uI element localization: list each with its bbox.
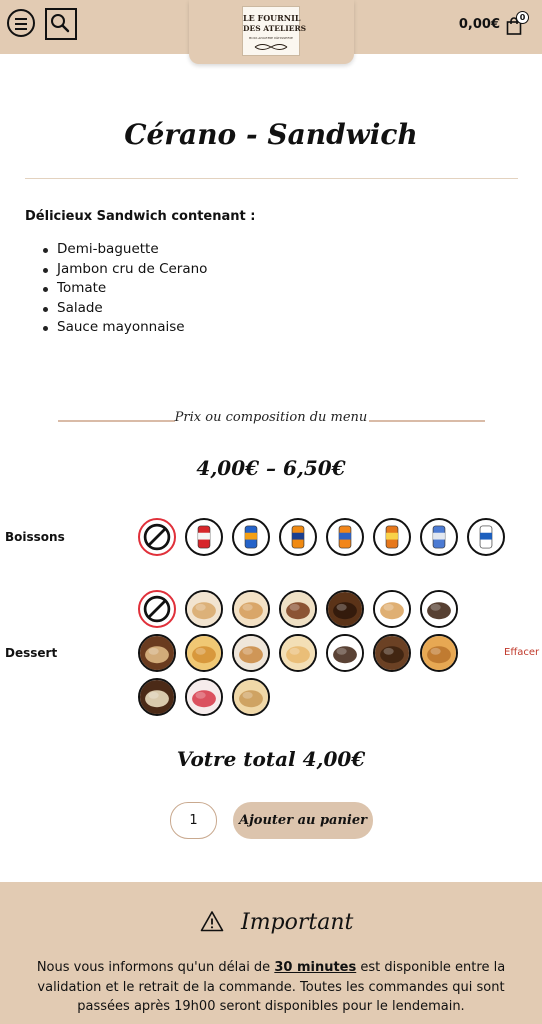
eclair-option[interactable] bbox=[373, 590, 411, 628]
menu-button[interactable] bbox=[7, 9, 35, 37]
list-item: Sauce mayonnaise bbox=[57, 318, 207, 338]
logo-line-1: LE FOURNIL bbox=[243, 13, 301, 23]
mille-feuille-icon bbox=[234, 636, 268, 670]
warning-icon bbox=[200, 910, 224, 932]
cookie-option[interactable] bbox=[373, 634, 411, 672]
important-text-end: est disponible entre la validation et le retrait de la commande. Toutes les commandes qui sont passées après 19h00 seront disponibles pour le lendemain. bbox=[37, 960, 506, 1014]
cheesecake-icon bbox=[140, 680, 174, 714]
list-item: Salade bbox=[57, 299, 207, 319]
strawberry-cake-icon bbox=[187, 680, 221, 714]
iced-tea-bottle-icon bbox=[375, 520, 409, 554]
hamburger-icon bbox=[15, 18, 27, 20]
eclair-icon bbox=[375, 592, 409, 626]
cart-total[interactable]: 0,00€ bbox=[458, 17, 500, 32]
search-icon bbox=[47, 10, 75, 38]
list-item: Jambon cru de Cerano bbox=[57, 260, 207, 280]
none-option[interactable] bbox=[138, 518, 176, 556]
product-intro: Délicieux Sandwich contenant : bbox=[25, 209, 256, 224]
important-delay: 30 minutes bbox=[274, 960, 357, 975]
strawberry-cake-option[interactable] bbox=[185, 678, 223, 716]
none-icon bbox=[140, 592, 174, 626]
menu-separator-label: Prix ou composition du menu bbox=[174, 410, 368, 425]
cookie-icon bbox=[375, 636, 409, 670]
donut-glazed-option[interactable] bbox=[232, 590, 270, 628]
boissons-label: Boissons bbox=[5, 530, 65, 544]
orangina-can-option[interactable] bbox=[232, 518, 270, 556]
capri-sun-pouch-icon bbox=[422, 520, 456, 554]
chocolate-bar-cake-icon bbox=[328, 636, 362, 670]
logo-ornament-icon bbox=[253, 42, 289, 52]
water-bottle-icon bbox=[469, 520, 503, 554]
search-button[interactable] bbox=[45, 8, 77, 40]
important-text bbox=[20, 958, 522, 1017]
orange-soda-can-option[interactable] bbox=[326, 518, 364, 556]
chocolate-eclair-icon bbox=[422, 592, 456, 626]
add-to-cart-button[interactable]: Ajouter au panier bbox=[233, 802, 373, 839]
orangina-can-icon bbox=[234, 520, 268, 554]
sponge-cake-icon bbox=[281, 636, 315, 670]
cart-count-badge: 0 bbox=[516, 11, 529, 24]
donut-filled-option[interactable] bbox=[279, 590, 317, 628]
chocolate-eclair-option[interactable] bbox=[420, 590, 458, 628]
shortbread-icon bbox=[234, 680, 268, 714]
coca-cola-can-icon bbox=[187, 520, 221, 554]
shortbread-option[interactable] bbox=[232, 678, 270, 716]
chocolate-cake-slice-icon bbox=[140, 636, 174, 670]
hamburger-icon-bar bbox=[15, 23, 27, 25]
apple-tart-option[interactable] bbox=[420, 634, 458, 672]
donut-filled-icon bbox=[281, 592, 315, 626]
logo[interactable] bbox=[242, 6, 307, 56]
product-title: Cérano - Sandwich bbox=[124, 118, 418, 151]
dessert-label: Dessert bbox=[5, 646, 58, 660]
list-item: Tomate bbox=[57, 279, 207, 299]
brownie-option[interactable] bbox=[326, 590, 364, 628]
orange-soda-can-icon bbox=[328, 520, 362, 554]
logo-line-3: BOULANGERIE PÂTISSERIE bbox=[248, 36, 294, 40]
donut-sugar-option[interactable] bbox=[185, 590, 223, 628]
chocolate-bar-cake-option[interactable] bbox=[326, 634, 364, 672]
brownie-icon bbox=[328, 592, 362, 626]
sponge-cake-option[interactable] bbox=[279, 634, 317, 672]
logo-line-2: DES ATELIERS bbox=[243, 24, 307, 33]
water-bottle-option[interactable] bbox=[467, 518, 505, 556]
capri-sun-pouch-option[interactable] bbox=[420, 518, 458, 556]
donut-sugar-icon bbox=[187, 592, 221, 626]
none-option[interactable] bbox=[138, 590, 176, 628]
fanta-can-option[interactable] bbox=[279, 518, 317, 556]
chocolate-cake-slice-option[interactable] bbox=[138, 634, 176, 672]
hamburger-icon-bar bbox=[15, 28, 27, 30]
donut-glazed-icon bbox=[234, 592, 268, 626]
ingredient-list bbox=[57, 240, 207, 338]
fanta-can-icon bbox=[281, 520, 315, 554]
clear-selection-link[interactable]: Effacer bbox=[504, 647, 540, 658]
coca-cola-can-option[interactable] bbox=[185, 518, 223, 556]
important-title: Important bbox=[241, 910, 354, 935]
title-divider bbox=[25, 178, 518, 179]
price-range: 4,00€ – 6,50€ bbox=[196, 456, 346, 480]
quantity-input[interactable] bbox=[170, 802, 217, 839]
iced-tea-bottle-option[interactable] bbox=[373, 518, 411, 556]
list-item: Demi-baguette bbox=[57, 240, 207, 260]
none-icon bbox=[140, 520, 174, 554]
important-notice bbox=[0, 882, 542, 1024]
flan-icon bbox=[187, 636, 221, 670]
mille-feuille-option[interactable] bbox=[232, 634, 270, 672]
cheesecake-option[interactable] bbox=[138, 678, 176, 716]
order-total: Votre total 4,00€ bbox=[176, 747, 366, 771]
important-text-start: Nous vous informons qu'un délai de bbox=[36, 960, 275, 975]
flan-option[interactable] bbox=[185, 634, 223, 672]
apple-tart-icon bbox=[422, 636, 456, 670]
